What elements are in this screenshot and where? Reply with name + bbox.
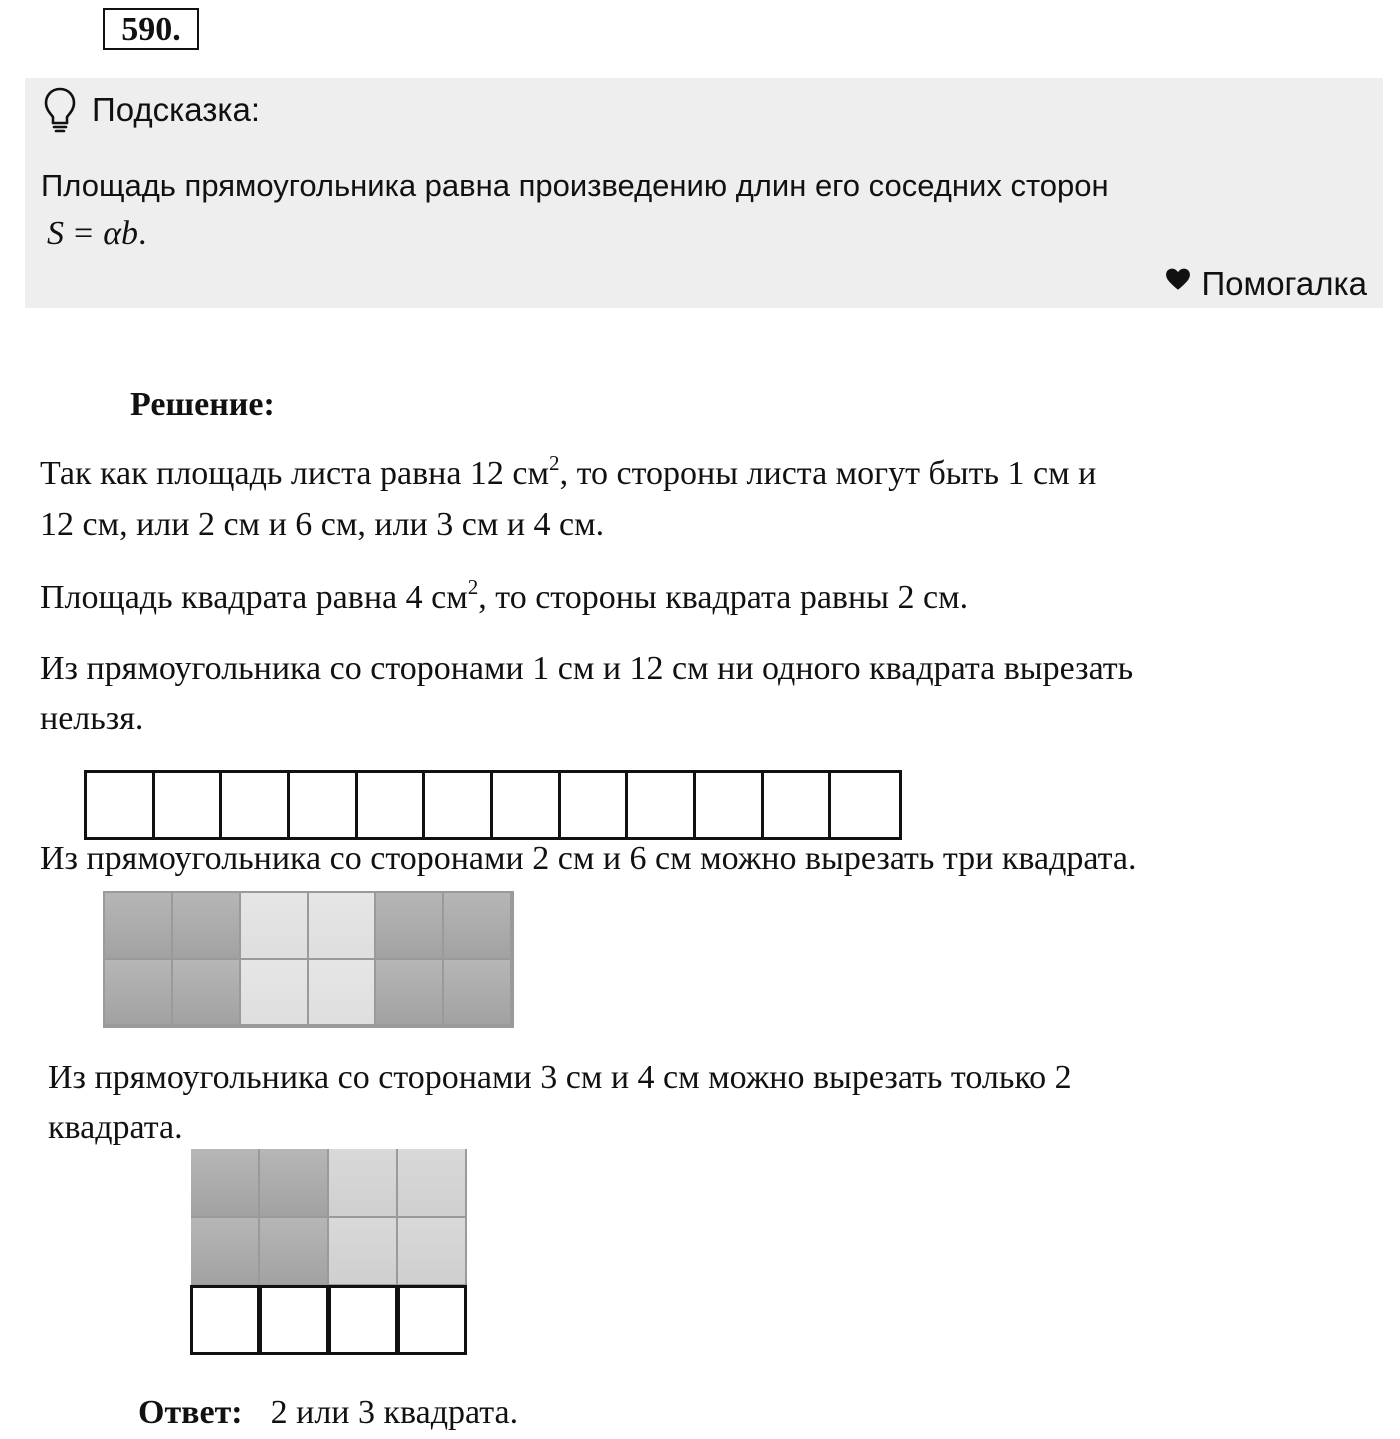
grid-cell	[105, 893, 173, 960]
formula-end: .	[138, 215, 147, 252]
grid-cell	[191, 1149, 260, 1218]
grid-cell	[190, 1285, 260, 1355]
paragraph-3-line-2: нельзя.	[40, 700, 144, 737]
grid-cell	[105, 960, 173, 1027]
grid-cell	[173, 893, 241, 960]
grid-cell	[309, 960, 377, 1027]
grid-cell	[376, 960, 444, 1027]
p1-superscript: 2	[549, 450, 560, 475]
grid-cell	[87, 773, 155, 837]
grid-cell	[831, 773, 899, 837]
helper-label: Помогалка	[1201, 265, 1367, 302]
grid-cell	[173, 960, 241, 1027]
grid-cell	[260, 1149, 329, 1218]
grid-cell	[260, 1218, 329, 1287]
grid-cell	[628, 773, 696, 837]
hint-panel	[25, 78, 1383, 308]
p1-text-after: , то стороны листа могут быть 1 см и	[559, 455, 1097, 492]
figure-rect-2x6	[103, 891, 514, 1028]
grid-cell	[222, 773, 290, 837]
problem-number: 590.	[103, 8, 199, 50]
hint-formula	[47, 210, 147, 258]
grid-cell	[764, 773, 832, 837]
grid-cell	[329, 1149, 398, 1218]
paragraph-5-line-2: квадрата.	[48, 1109, 183, 1146]
formula-lhs: S	[47, 215, 64, 252]
grid-cell	[155, 773, 223, 837]
paragraph-5-line-1: Из прямоугольника со сторонами 3 см и 4 см можно вырезать только 2	[48, 1059, 1072, 1096]
grid-cell	[444, 893, 512, 960]
paragraph-1-line-1	[40, 449, 1096, 499]
hint-title: Подсказка:	[92, 91, 261, 128]
paragraph-4: Из прямоугольника со сторонами 2 см и 6 см можно вырезать три квадрата.	[40, 840, 1137, 877]
grid-cell	[561, 773, 629, 837]
grid-cell	[493, 773, 561, 837]
grid-cell	[444, 960, 512, 1027]
lightbulb-icon	[42, 86, 78, 134]
grid-cell	[329, 1218, 398, 1287]
grid-cell	[328, 1285, 398, 1355]
paragraph-2	[40, 573, 968, 623]
paragraph-1-line-2: 12 см, или 2 см и 6 см, или 3 см и 4 см.	[40, 506, 605, 543]
grid-cell	[290, 773, 358, 837]
p2-text: Площадь квадрата равна 4 см	[40, 579, 468, 616]
grid-cell	[358, 773, 426, 837]
figure-strip-1x12	[84, 770, 902, 840]
p2-superscript: 2	[467, 574, 479, 599]
answer-label: Ответ:	[138, 1394, 243, 1431]
answer-text: 2 или 3 квадрата.	[270, 1394, 519, 1431]
grid-cell	[259, 1285, 329, 1355]
heart-icon	[1165, 267, 1191, 293]
figure-rect-3x4	[191, 1149, 467, 1355]
grid-cell	[398, 1218, 467, 1287]
solution-heading: Решение:	[130, 386, 275, 423]
grid-cell	[309, 893, 377, 960]
grid-cell	[397, 1285, 467, 1355]
formula-equals: =	[74, 215, 94, 252]
grid-cell	[241, 893, 309, 960]
p1-text: Так как площадь листа равна 12 см	[40, 455, 550, 492]
answer	[138, 1388, 518, 1438]
grid-cell	[376, 893, 444, 960]
grid-cell	[425, 773, 493, 837]
p2-text-after: , то стороны квадрата равны 2 см.	[478, 579, 969, 616]
paragraph-3-line-1: Из прямоугольника со сторонами 1 см и 12 см ни одного квадрата вырезать	[40, 650, 1134, 687]
grid-cell	[398, 1149, 467, 1218]
hint-text: Площадь прямоугольника равна произведению длин его соседних сторон	[41, 168, 1109, 203]
helper-link[interactable]	[1165, 260, 1367, 308]
formula-rhs: αb	[103, 215, 139, 252]
grid-cell	[696, 773, 764, 837]
grid-cell	[241, 960, 309, 1027]
grid-cell	[191, 1218, 260, 1287]
